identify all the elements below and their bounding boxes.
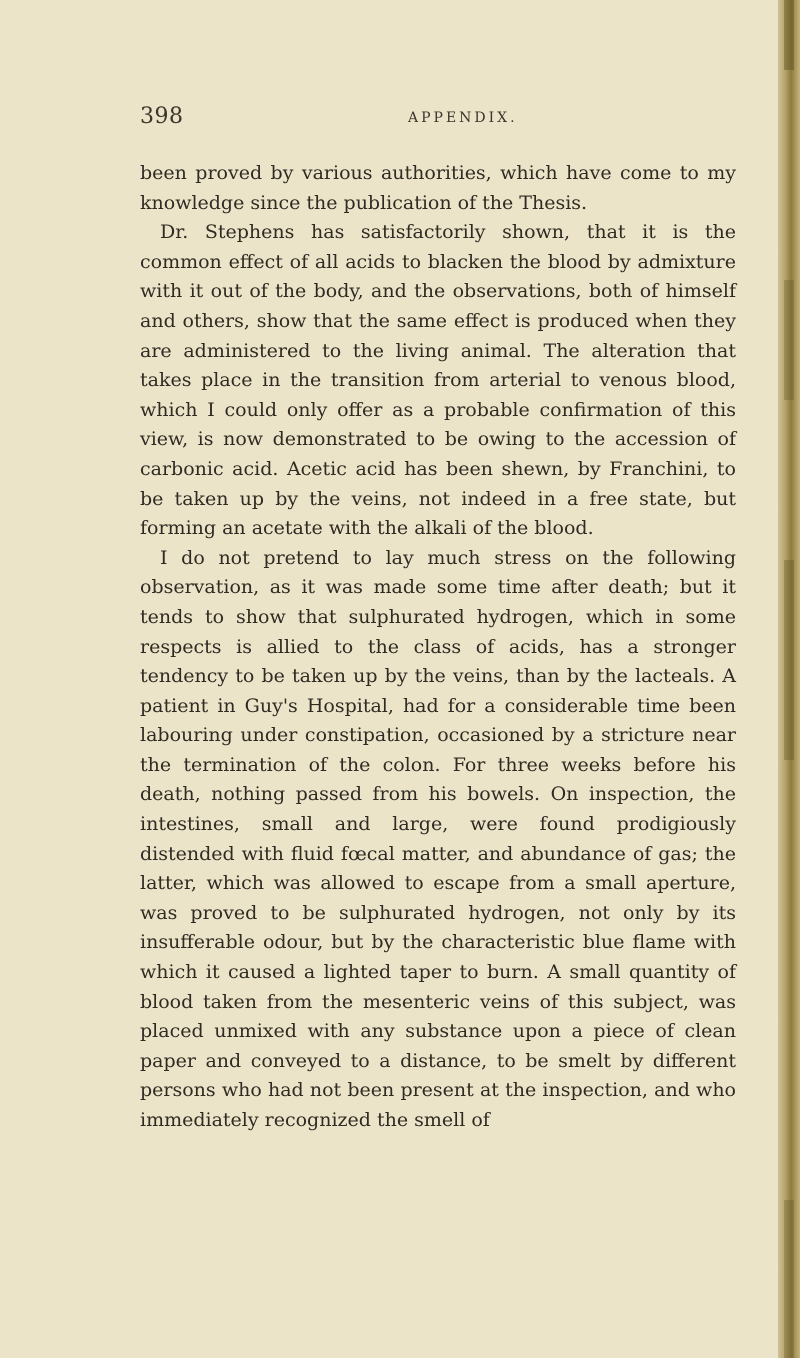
paragraph-stephens: Dr. Stephens has satisfactorily shown, that it is the common effect of all acids to blacken the blood by admixture with it out of the body, and the observations, both of himself and others, show that the same effect is produced when they are administered to the living animal. The alteration that takes place in the transition from arterial to venous blood, which I could only offer as a probable confirmation of this view, is now demonstrated to be owing to the accession of carbonic acid. Acetic acid has been shewn, by Franchini, to be taken up by the veins, not indeed in a free state, but forming an acetate with the alkali of the blood. bbox=[140, 221, 736, 540]
paragraph-continued: been proved by various authorities, which have come to my knowledge since the publication of the Thesis. bbox=[140, 162, 736, 214]
paragraph-observation: I do not pretend to lay much stress on the following observation, as it was made some time after death; but it tends to show that sulphurated hydrogen, which in some respects is allied to the class of acids, has a stronger tendency to be taken up by the veins, than by the lacteals. A patient in Guy's Hospital, had for a considerable time been labouring under constipation, occasioned by a stricture near the termination of the colon. For three weeks before his death, nothing passed from his bowels. On inspection, the intestines, small and large, were found prodigiously distended with fluid fœcal matter, and abundance of gas; the latter, which was allowed to escape from a small aperture, was proved to be sulphurated hydrogen, not only by its insufferable odour, but by the characteristic blue flame with which it caused a lighted taper to burn. A small quantity of blood taken from the mesenteric veins of this subject, was placed unmixed with any substance upon a piece of clean paper and conveyed to a distance, to be smelt by different persons who had not been present at the inspection, and who immediately recognized the smell of bbox=[140, 546, 736, 1131]
page-header bbox=[0, 104, 778, 134]
page-edge bbox=[778, 0, 800, 1358]
edge-shadow bbox=[784, 280, 794, 400]
edge-shadow bbox=[784, 560, 794, 760]
running-head: APPENDIX. bbox=[408, 110, 518, 126]
page-number: 398 bbox=[140, 104, 184, 129]
body-text bbox=[140, 159, 736, 1136]
edge-shadow bbox=[784, 0, 794, 70]
edge-shadow bbox=[784, 1200, 794, 1358]
